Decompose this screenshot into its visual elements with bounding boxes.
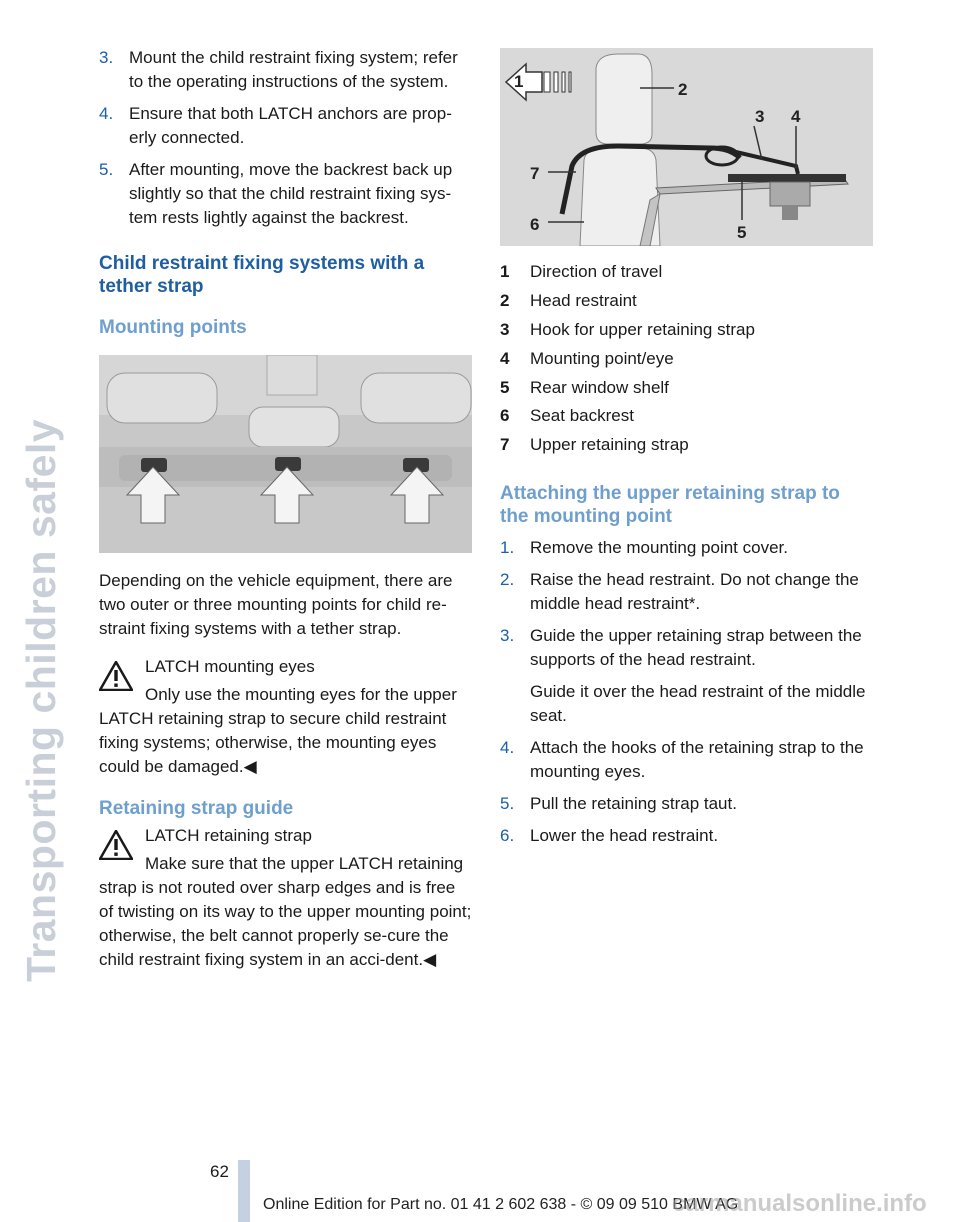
legend-text: Seat backrest xyxy=(530,406,634,426)
step-text: Mount the child restraint fixing system; refer to the operating instructions of the system. xyxy=(129,48,458,91)
legend-item xyxy=(500,431,873,460)
diagram-label: 4 xyxy=(791,107,801,126)
page-number: 62 xyxy=(210,1162,229,1181)
warning-block xyxy=(99,824,472,972)
warning-body: Only use the mounting eyes for the upper LATCH retaining strap to secure child restraint fixing systems; otherwise, the mounting eyes could be damaged.◀ xyxy=(99,685,457,776)
step-item xyxy=(500,824,873,848)
legend-item xyxy=(500,373,873,402)
warning-body: Make sure that the upper LATCH retaining strap is not routed over sharp edges and is free of twisting on its way to the upper mounting point; otherwise, the belt cannot properly se-cure the child restraint fixing system in an acci-dent.◀ xyxy=(99,854,472,969)
diagram-label: 7 xyxy=(530,164,540,183)
legend-number: 7 xyxy=(500,435,510,455)
diagram-label: 2 xyxy=(678,80,688,99)
warning-icon xyxy=(99,830,133,867)
step-item xyxy=(500,736,873,784)
step-text: Lower the head restraint. xyxy=(530,825,719,845)
legend-text: Head restraint xyxy=(530,291,637,311)
diagram-label: 6 xyxy=(530,215,540,234)
step-item xyxy=(500,792,873,816)
step-number: 5. xyxy=(500,793,515,813)
step-text: Attach the hooks of the retaining strap to the mounting eyes. xyxy=(530,737,864,781)
warning-icon xyxy=(99,661,133,698)
step-item xyxy=(500,536,873,560)
legend-item xyxy=(500,344,873,373)
step-number: 2. xyxy=(500,569,515,589)
subheading-mounting-points: Mounting points xyxy=(99,317,247,338)
legend-number: 1 xyxy=(500,262,510,282)
head-restraint-diagram xyxy=(500,48,873,246)
legend-text: Rear window shelf xyxy=(530,377,669,397)
section-heading: Child restraint fixing systems with a tether strap xyxy=(99,253,425,297)
step-text: Guide the upper retaining strap between the supports of the head restraint. xyxy=(530,625,862,669)
legend-item xyxy=(500,258,873,287)
legend-number: 3 xyxy=(500,319,510,339)
left-column xyxy=(99,46,472,990)
step-number: 4. xyxy=(500,737,515,757)
subheading-strap-guide: Retaining strap guide xyxy=(99,798,294,819)
legend-text: Upper retaining strap xyxy=(530,435,689,455)
step-text: Raise the head restraint. Do not change the middle head restraint*. xyxy=(530,569,859,613)
mounting-points-paragraph: Depending on the vehicle equipment, there are two outer or three mounting points for child re-straint fixing systems with a tether strap. xyxy=(99,571,453,638)
step-text: Pull the retaining strap taut. xyxy=(530,793,737,813)
diagram-legend xyxy=(500,258,873,460)
mounting-points-photo xyxy=(99,355,472,553)
legend-number: 2 xyxy=(500,291,510,311)
legend-item xyxy=(500,287,873,316)
legend-item xyxy=(500,402,873,431)
legend-number: 4 xyxy=(500,348,510,368)
watermark: carmanualsonline.info xyxy=(672,1190,927,1217)
diagram-label: 1 xyxy=(514,72,524,91)
legend-text: Direction of travel xyxy=(530,262,663,282)
step-subparagraph: Guide it over the head restraint of the middle seat. xyxy=(530,681,866,725)
step-text: Remove the mounting point cover. xyxy=(530,537,788,557)
diagram-label: 5 xyxy=(737,223,747,242)
legend-text: Mounting point/eye xyxy=(530,348,674,368)
step-item xyxy=(99,102,472,150)
footer-edition: Online Edition for Part no. 01 41 2 602 638 - © 09 09 510 BMW AG xyxy=(263,1196,739,1213)
legend-number: 5 xyxy=(500,377,510,397)
step-number: 5. xyxy=(99,160,114,179)
warning-text xyxy=(99,683,472,779)
step-number: 3. xyxy=(99,48,114,67)
step-number: 1. xyxy=(500,537,515,557)
warning-block xyxy=(99,655,472,779)
step-number: 6. xyxy=(500,825,515,845)
step-text: Ensure that both LATCH anchors are prop-erly connected. xyxy=(129,104,452,147)
warning-title: LATCH mounting eyes xyxy=(145,657,315,676)
step-number: 4. xyxy=(99,104,114,123)
legend-number: 6 xyxy=(500,406,510,426)
subheading-attaching: Attaching the upper retaining strap to the mounting point xyxy=(500,482,840,527)
warning-title: LATCH retaining strap xyxy=(145,826,312,845)
right-column xyxy=(500,46,873,856)
step-text: After mounting, move the backrest back up slightly so that the child restraint fixing sys-tem rests lightly against the backrest. xyxy=(129,160,453,227)
footer-accent-bar xyxy=(238,1160,250,1222)
step-item xyxy=(99,158,472,230)
step-item xyxy=(99,46,472,94)
legend-text: Hook for upper retaining strap xyxy=(530,319,755,339)
step-item xyxy=(500,568,873,616)
legend-item xyxy=(500,316,873,345)
step-item xyxy=(500,624,873,672)
step-number: 3. xyxy=(500,625,515,645)
diagram-label: 3 xyxy=(755,107,765,126)
side-title: Transporting children safely xyxy=(18,418,64,982)
